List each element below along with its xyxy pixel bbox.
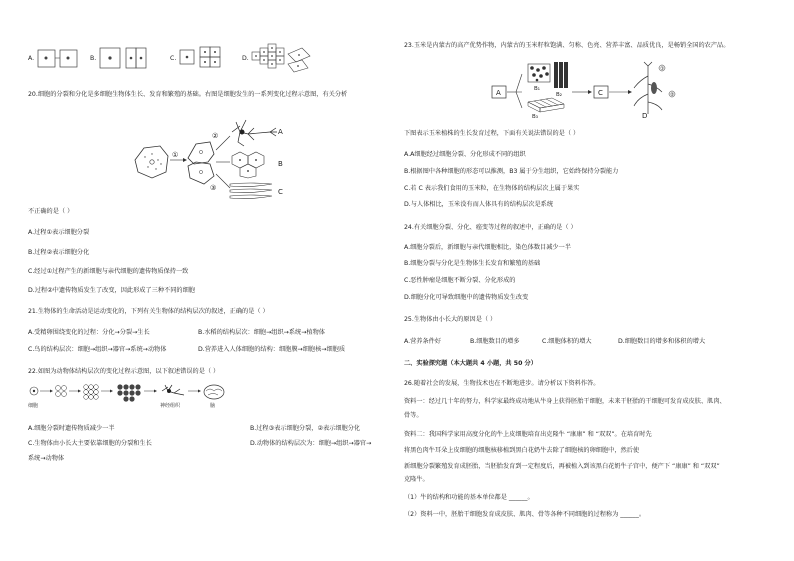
q23-sub-stem: 下图表示玉米植株的生长发育过程，下面有关说法错误的是（ ） xyxy=(404,130,580,137)
q23-label-b1: B₁ xyxy=(534,86,540,92)
q21-option-a: A.受精卵围绕变化的过程：分化→分裂→生长 xyxy=(28,329,150,336)
q24-stem: 24.有关细胞分裂、分化、癌变等过程的叙述中，正确的是（ ） xyxy=(404,224,577,231)
q23-label-circle-2: ② xyxy=(670,92,675,98)
q20-label-b: B xyxy=(278,160,283,168)
q23-stem: 23.玉米是内蒙古的高产优势作物，内蒙古的玉米籽粒饱满、匀称、色亮、营养丰富、品质优良，是畅销全国的农产品。 xyxy=(404,42,730,49)
q26-line-1: 资料一：经过几十年的努力，科学家最终成功地从牛身上获得胚胎干细胞，未来干胚胎的干细胞可发育成皮肤、肌肉、 xyxy=(404,398,726,405)
q21-option-b: B.水稻的结构层次：细胞→组织→系统→植物体 xyxy=(198,329,325,336)
q25-option-d: D.细胞数目的增多和体积的增大 xyxy=(618,338,706,345)
q25-option-b: B.细胞数目的增多 xyxy=(470,338,520,345)
q24-option-a: A.细胞分裂后，新细胞与亲代细胞相比，染色体数目减少一半 xyxy=(404,244,571,251)
q22-label-cell: 细胞 xyxy=(28,403,39,409)
q26-line-5: 新细胞分裂繁殖发育成胚胎，当胚胎发育到一定程度后，再被植入到该黑白花奶牛子宫中，便产下 “康康” 和 “双双” xyxy=(404,463,720,470)
q22-option-d: D.动物体的结构层次为：细胞→组织→器官→ xyxy=(250,440,372,447)
cell-division-a-figure xyxy=(38,45,78,73)
q19-label-c: C. xyxy=(170,55,177,62)
q26-question-2: （2）资料一中，胚胎干细胞发育成皮肤、肌肉、骨等各种不同细胞的过程称为 ______。 xyxy=(404,511,646,518)
q25-option-a: A.营养条件好 xyxy=(404,338,442,345)
q21-option-c: C.鸟的结构层次：细胞→组织→器官→系统→动物体 xyxy=(28,346,167,353)
q21-stem: 21.生物体的生命活动是运动变化的，下列有关生物体的结构层次的叙述，正确的是（ ） xyxy=(28,308,269,315)
q20-label-a: A xyxy=(278,128,283,136)
q23-label-a: A xyxy=(496,89,501,97)
q20-option-c: C.经过①过程产生的新细胞与亲代细胞的遗传物质保持一致 xyxy=(28,268,189,275)
q22-option-a: A.细胞分裂时遗传物质减少一半 xyxy=(28,425,115,432)
q22-label-brain: 脑 xyxy=(210,403,216,409)
q20-option-a: A.过程①表示细胞分裂 xyxy=(28,229,90,236)
q21-option-d: D.营养进入人体细胞的结构：细胞膜→细胞核→细胞质 xyxy=(198,346,346,353)
q23-label-c: C xyxy=(598,89,603,97)
q22-stem: 22.如图为动物体结构层次的变化过程示意图，以下叙述错误的是（ ） xyxy=(28,368,220,375)
q20-label-3: ③ xyxy=(210,184,217,192)
q24-option-b: B.细胞分裂与分化是生物体生长发育和繁殖的基础 xyxy=(404,260,541,267)
q20-option-b: B.过程②表示细胞分化 xyxy=(28,249,90,256)
q25-stem: 25.生物体由小长大的原因是（ ） xyxy=(404,316,497,323)
q25-option-c: C.细胞体积的增大 xyxy=(542,338,592,345)
section-2-heading: 二、实验探究题（本大题共 4 小题，共 50 分） xyxy=(404,360,537,367)
q22-option-c: C.生物体由小长大主要依靠细胞的分裂和生长 xyxy=(28,440,152,447)
q22-option-b: B.过程③表示细胞分裂，②表示细胞分化 xyxy=(250,425,361,432)
q19-label-a: A. xyxy=(28,55,35,62)
q26-line-3: 资料二：我国科学家用高度分化的牛上皮细胞培育出克隆牛 “康康” 和 “双双”。在培育时先 xyxy=(404,431,652,438)
q20-stem-line1: 20.细胞的分裂和分化是多细胞生物体生长、发育和繁殖的基础。右图是细胞发生的一系列变化过程示意图，有关分析 xyxy=(28,91,348,98)
q22-structure-level-diagram xyxy=(28,383,243,413)
q26-line-2: 骨等。 xyxy=(404,412,423,419)
q20-label-c: C xyxy=(278,188,283,196)
q23-option-b: B.根据图中各种细胞的形态可以推测，B3 属于分生组织，它始终保持分裂能力 xyxy=(404,168,619,175)
q26-stem: 26.随着社会的发展，生物技术也在不断地进步。请分析以下资料作答。 xyxy=(404,380,600,387)
q23-label-b2: B₂ xyxy=(556,92,562,98)
q24-option-c: C.恶性肿瘤是细胞不断分裂、分化形成的 xyxy=(404,277,516,284)
q20-stem-line2: 不正确的是（ ） xyxy=(28,208,74,215)
q20-cell-process-diagram xyxy=(130,112,290,202)
q23-option-d: D.与人体相比，玉米没有而人体具有的结构层次是系统 xyxy=(404,201,554,208)
q20-label-1: ① xyxy=(172,151,179,159)
q22-option-d-cont: 系统→动物体 xyxy=(28,455,65,462)
q23-option-c: C.若 C 表示我们食用的玉米粒，在生物体的结构层次上属于果实 xyxy=(404,185,580,192)
q23-corn-growth-diagram xyxy=(492,62,692,118)
q24-option-d: D.细胞分化可导致细胞中的遗传物质发生改变 xyxy=(404,294,529,301)
cell-division-b-figure xyxy=(100,45,150,73)
q26-line-4: 将黑色肉牛耳朵上皮细胞的细胞核移植到黑白花奶牛去除了细胞核的卵细胞中，然后使 xyxy=(404,447,640,454)
q23-label-b3: B₃ xyxy=(532,114,538,120)
q23-option-a: A.A细胞经过细胞分裂、分化形成不同的组织 xyxy=(404,151,526,158)
q19-label-b: B. xyxy=(90,55,97,62)
q19-label-d: D. xyxy=(242,55,249,62)
q22-label-nerve-tissue: 神经组织 xyxy=(160,403,181,409)
q26-line-6: 克隆牛。 xyxy=(404,476,429,483)
cell-division-c-figure xyxy=(180,45,230,73)
q20-label-2: ② xyxy=(212,132,219,140)
q26-question-1: （1）牛的结构和功能的基本单位都是 ______。 xyxy=(404,494,534,501)
q20-option-d: D.过程②中遗传物质发生了改变，因此形成了三种不同的细胞 xyxy=(28,287,195,294)
q23-label-d: D xyxy=(642,112,648,120)
q23-label-circle-1: ① xyxy=(660,66,665,72)
cell-differentiation-d-figure xyxy=(252,42,312,74)
